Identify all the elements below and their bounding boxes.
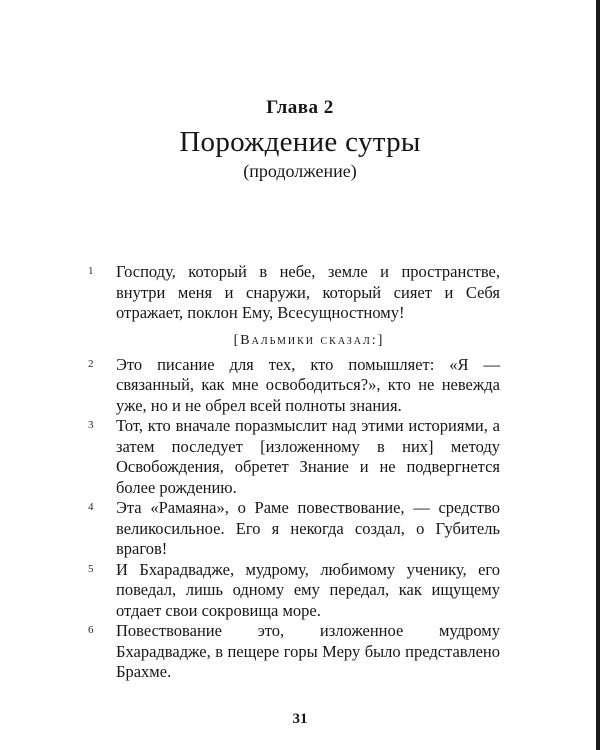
verse-number: 3 [88, 419, 94, 431]
verse-2 [0, 355, 600, 417]
page-number: 31 [292, 711, 308, 727]
verse-text: Это писание для тех, кто помышляет: «Я — связанный, как мне освободиться?», кто не невежда уже, но и не обрел всей полноты знания. [116, 354, 500, 415]
verses-block [0, 262, 600, 683]
verse-number: 4 [88, 501, 94, 513]
verse-number: 5 [88, 562, 94, 575]
verse-text: Господу, который в небе, земле и пространстве, внутри меня и снаружи, который сияет и Себя отражает, поклон Ему, Всесущностному! [116, 262, 500, 322]
chapter-label: Глава 2 [266, 97, 334, 118]
verse-3 [0, 416, 600, 498]
verse-text: Повествование это, изложенное мудрому Бхарадвадже, в пещере горы Меру было представлено Брахме. [116, 621, 500, 681]
verse-number: 6 [88, 624, 94, 636]
verse-6 [0, 621, 600, 683]
chapter-subtitle: (продолжение) [243, 161, 357, 181]
verse-number: 1 [88, 265, 94, 277]
verse-text: Тот, кто вначале поразмыслит над этими историями, а затем последует [изложенному в них] методу Освобождения, обретет Знание и не подвергнется более рождению. [116, 416, 500, 497]
verse-4 [0, 498, 600, 560]
verse-text: Эта «Рамаяна», о Раме повествование, — средство великосильное. Его я некогда создал, о Губитель врагов! [116, 498, 500, 558]
verse-number: 2 [88, 357, 94, 370]
verse-text: И Бхарадвадже, мудрому, любимому ученику, его поведал, лишь одному ему передал, как ищущему отдает свои сокровища море. [116, 559, 500, 620]
speaker-heading: [Вальмики сказал:] [233, 332, 385, 348]
verse-5 [0, 560, 600, 622]
verse-1 [0, 262, 600, 324]
chapter-title: Порождение сутры [179, 126, 421, 158]
